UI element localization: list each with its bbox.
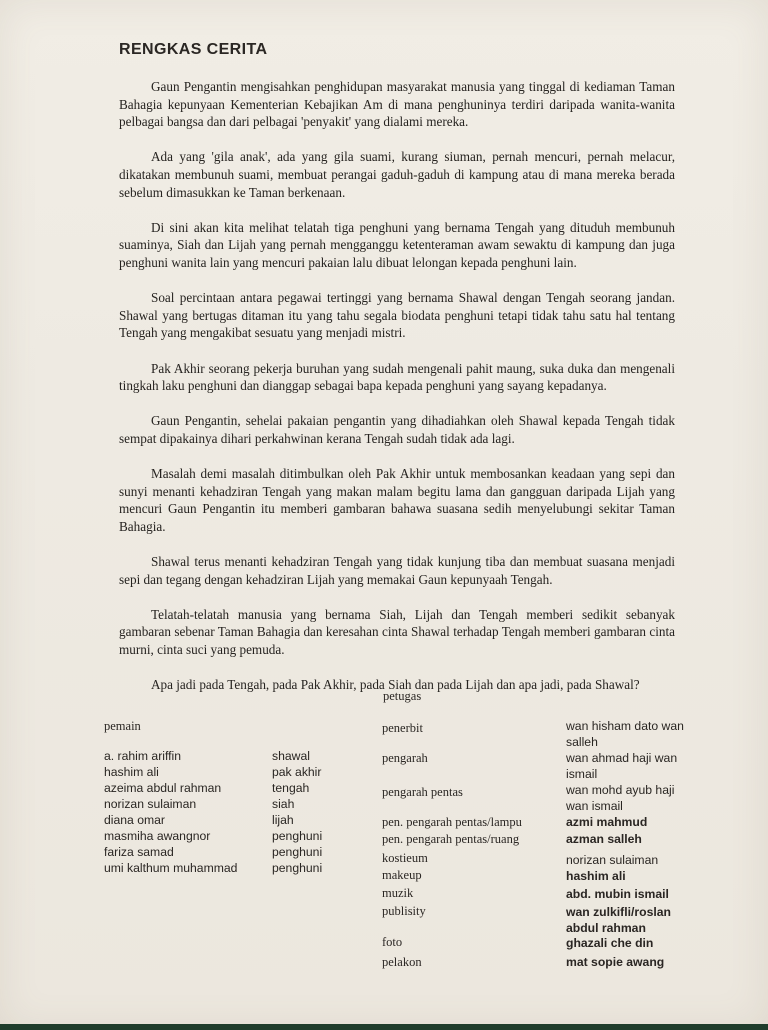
page-title: RENGKAS CERITA [119, 41, 268, 58]
synopsis [119, 78, 675, 711]
cast-role: shawal [272, 749, 310, 763]
cast-name: masmiha awangnor [104, 829, 211, 843]
crew-name: wan hisham dato wan salleh [566, 719, 684, 749]
crew-name: hashim ali [566, 869, 626, 883]
crew-role: penerbit [382, 721, 423, 735]
cast-name: hashim ali [104, 765, 159, 779]
cast-role: pak akhir [272, 765, 322, 779]
cast-name: umi kalthum muhammad [104, 861, 238, 875]
crew-name: wan ahmad haji wan ismail [566, 751, 678, 781]
crew-role: publisity [382, 904, 426, 918]
crew-role: pengarah pentas [382, 785, 463, 799]
synopsis-paragraph: Pak Akhir seorang pekerja buruhan yang sudah mengenali pahit maung, suka duka dan mengenali tingkah laku penghuni dan dianggap sebagai bapa kepada penghuni yang sayang kepadanya. [119, 360, 675, 394]
crew-role: muzik [382, 886, 414, 900]
synopsis-paragraph: Apa jadi pada Tengah, pada Pak Akhir, pada Siah dan pada Lijah dan apa jadi, pada Shawal? [151, 677, 640, 693]
crew-role: makeup [382, 868, 422, 882]
crew-name: ghazali che din [566, 936, 654, 950]
synopsis-paragraph: Telatah-telatah manusia yang bernama Siah, Lijah dan Tengah memberi sedikit sebanyak gambaran sebenar Taman Bahagia dan keresahan cinta Shawal terhadap Tengah memberi gambaran cinta murni, cinta suci yang pemuda. [119, 606, 675, 657]
crew-name: norizan sulaiman [566, 853, 659, 867]
crew-name: mat sopie awang [566, 955, 665, 969]
cast-name: diana omar [104, 813, 165, 827]
cast-role: tengah [272, 781, 310, 795]
synopsis-paragraph: Soal percintaan antara pegawai tertinggi yang bernama Shawal dengan Tengah seorang jandan. Shawal yang bertugas ditaman itu yang tahu segala biodata penghuni tetapi tidak tahu satu hal tentang Tengah yang mengakibat sesuatu yang menjadi mistri. [119, 290, 675, 341]
crew-name: wan mohd ayub haji wan ismail [566, 783, 675, 813]
crew-role: pengarah [382, 751, 428, 765]
synopsis-paragraph: Shawal terus menanti kehadziran Tengah yang tidak kunjung tiba dan membuat suasana menjadi sepi dan tegang dengan kehadziran Lijah yang memakai Gaun kepunyaah Tengah. [119, 554, 675, 587]
synopsis-paragraph: Gaun Pengantin mengisahkan penghidupan masyarakat manusia yang tinggal di kediaman Taman Bahagia kepunyaan Kementerian Kebajikan Am di mana penghuninya terdiri daripada wanita-wanita pelbagai bangsa dan dari pelbagai 'penyakit' yang dialami mereka. [119, 79, 675, 130]
cast-name: norizan sulaiman [104, 797, 197, 811]
crew-heading: petugas [383, 689, 422, 703]
synopsis-paragraph: Di sini akan kita melihat telatah tiga penghuni yang bernama Tengah yang dituduh membunuh suaminya, Siah dan Lijah yang pernah mengganggu ketenteraman awam sewaktu di kampung dan juga penghuni wanita lain yang mencuri pakaian lalu dibuat lelongan kepada penghuni lain. [119, 219, 675, 270]
crew-role: kostieum [382, 851, 428, 865]
cast-name: fariza samad [104, 845, 174, 859]
cast-role: lijah [272, 813, 294, 827]
crew-role: pelakon [382, 955, 422, 969]
crew-role: foto [382, 935, 403, 949]
synopsis-paragraph: Gaun Pengantin, sehelai pakaian pengantin yang dihadiahkan oleh Shawal kepada Tengah tidak sempat dipakainya dihari perkahwinan kerana Tengah sudah tidak ada lagi. [119, 413, 675, 446]
crew-role: pen. pengarah pentas/ruang [382, 832, 520, 846]
crew-name: azman salleh [566, 832, 642, 846]
cast-heading: pemain [104, 719, 141, 733]
cast-role: penghuni [272, 845, 323, 859]
synopsis-paragraph: Ada yang 'gila anak', ada yang gila suami, kurang siuman, pernah mencuri, pernah melacur, dikatakan membunuh suami, membuat perangai gaduh-gaduh di kampung atau di mana mereka berada sebelum dimasukkan ke Taman berkenaan. [119, 149, 675, 200]
crew-name: azmi mahmud [566, 815, 648, 829]
cast-name: azeima abdul rahman [104, 781, 222, 795]
cast-role: penghuni [272, 861, 323, 875]
crew-name: wan zulkifli/roslan abdul rahman [566, 905, 671, 935]
synopsis-paragraph: Masalah demi masalah ditimbulkan oleh Pak Akhir untuk membosankan keadaan yang sepi dan sunyi menanti kehadziran Tengah yang makan malam begitu lama dan gangguan daripada Lijah yang mencuri Gaun Pengantin itu memberi gambaran bahawa suasana sedih menyelubungi sekitar Taman Bahagia. [119, 466, 675, 534]
cast-role: siah [272, 797, 295, 811]
crew-name: abd. mubin ismail [566, 887, 669, 901]
page-edge-strip [0, 1024, 768, 1030]
crew-role: pen. pengarah pentas/lampu [382, 815, 522, 829]
cast-name: a. rahim ariffin [104, 749, 181, 763]
cast-role: penghuni [272, 829, 323, 843]
